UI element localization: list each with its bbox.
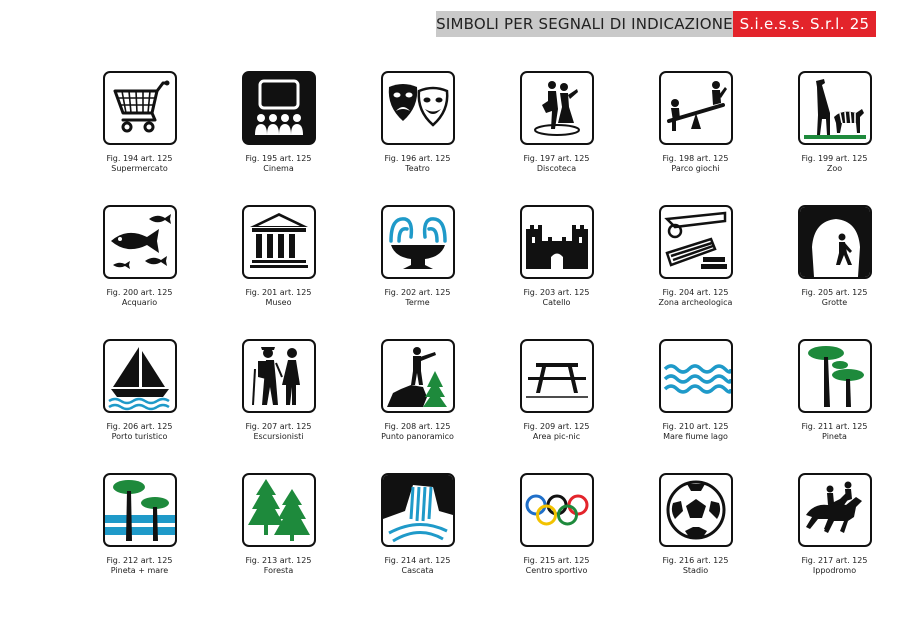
symbol-card xyxy=(209,205,348,339)
pines-sea-icon xyxy=(103,473,177,547)
symbol-name: Pineta + mare xyxy=(110,566,169,575)
symbols-grid xyxy=(70,71,900,607)
theatre-masks-icon xyxy=(381,71,455,145)
symbol-name: Parco giochi xyxy=(671,164,720,173)
figure-number: Fig. 206 art. 125 xyxy=(106,422,173,431)
figure-number: Fig. 215 art. 125 xyxy=(523,556,590,565)
symbol-card xyxy=(70,71,209,205)
symbol-name: Terme xyxy=(405,298,430,307)
symbol-name: Museo xyxy=(265,298,292,307)
figure-number: Fig. 214 art. 125 xyxy=(384,556,451,565)
symbol-name: Ippodromo xyxy=(812,566,857,575)
symbol-card xyxy=(487,71,626,205)
symbol-card xyxy=(209,339,348,473)
hikers-icon xyxy=(242,339,316,413)
figure-number: Fig. 194 art. 125 xyxy=(106,154,173,163)
sailboat-icon xyxy=(103,339,177,413)
symbol-name: Stadio xyxy=(682,566,709,575)
soccer-ball-icon xyxy=(659,473,733,547)
ruins-icon xyxy=(659,205,733,279)
symbol-card xyxy=(487,473,626,607)
waterfall-icon xyxy=(381,473,455,547)
symbol-name: Supermercato xyxy=(111,164,168,173)
symbol-card xyxy=(487,205,626,339)
symbol-card xyxy=(348,205,487,339)
symbol-name: Cinema xyxy=(263,164,294,173)
symbol-name: Punto panoramico xyxy=(381,432,454,441)
symbol-card xyxy=(626,473,765,607)
symbol-card xyxy=(348,339,487,473)
figure-number: Fig. 210 art. 125 xyxy=(662,422,729,431)
museum-icon xyxy=(242,205,316,279)
figure-number: Fig. 200 art. 125 xyxy=(106,288,173,297)
symbol-card xyxy=(626,339,765,473)
symbol-card xyxy=(348,71,487,205)
cinema-icon xyxy=(242,71,316,145)
figure-number: Fig. 217 art. 125 xyxy=(801,556,868,565)
viewpoint-icon xyxy=(381,339,455,413)
symbol-name: Mare fiume lago xyxy=(663,432,728,441)
figure-number: Fig. 197 art. 125 xyxy=(523,154,590,163)
symbol-card xyxy=(765,205,900,339)
figure-number: Fig. 209 art. 125 xyxy=(523,422,590,431)
figure-number: Fig. 203 art. 125 xyxy=(523,288,590,297)
symbol-name: Escursionisti xyxy=(253,432,304,441)
figure-number: Fig. 207 art. 125 xyxy=(245,422,312,431)
symbol-name: Teatro xyxy=(405,164,430,173)
symbol-name: Pineta xyxy=(822,432,847,441)
symbol-name: Grotte xyxy=(821,298,848,307)
symbol-card xyxy=(70,205,209,339)
symbol-card xyxy=(209,473,348,607)
fountain-icon xyxy=(381,205,455,279)
symbol-name: Area pic-nic xyxy=(532,432,581,441)
symbol-name: Acquario xyxy=(121,298,158,307)
figure-number: Fig. 196 art. 125 xyxy=(384,154,451,163)
castle-icon xyxy=(520,205,594,279)
symbol-card xyxy=(209,71,348,205)
shopping-cart-icon xyxy=(103,71,177,145)
symbol-card xyxy=(765,473,900,607)
symbol-card xyxy=(765,339,900,473)
horse-racing-icon xyxy=(798,473,872,547)
waves-icon xyxy=(659,339,733,413)
picnic-table-icon xyxy=(520,339,594,413)
dancing-couple-icon xyxy=(520,71,594,145)
figure-number: Fig. 195 art. 125 xyxy=(245,154,312,163)
figure-number: Fig. 212 art. 125 xyxy=(106,556,173,565)
cave-icon xyxy=(798,205,872,279)
symbol-card xyxy=(487,339,626,473)
symbol-name: Zoo xyxy=(826,164,843,173)
symbol-card xyxy=(70,339,209,473)
figure-number: Fig. 216 art. 125 xyxy=(662,556,729,565)
symbol-card xyxy=(348,473,487,607)
symbol-name: Zona archeologica xyxy=(658,298,733,307)
header-brand: S.i.e.s.s. S.r.l. 25 xyxy=(733,11,876,37)
figure-number: Fig. 205 art. 125 xyxy=(801,288,868,297)
giraffe-zebra-icon xyxy=(798,71,872,145)
figure-number: Fig. 204 art. 125 xyxy=(662,288,729,297)
symbol-name: Discoteca xyxy=(536,164,577,173)
fish-icon xyxy=(103,205,177,279)
header-title: SIMBOLI PER SEGNALI DI INDICAZIONE xyxy=(436,11,733,37)
figure-number: Fig. 211 art. 125 xyxy=(801,422,868,431)
symbol-name: Centro sportivo xyxy=(525,566,588,575)
symbol-card xyxy=(70,473,209,607)
symbol-name: Porto turistico xyxy=(111,432,168,441)
symbol-card xyxy=(765,71,900,205)
pine-trees-icon xyxy=(798,339,872,413)
symbol-card xyxy=(626,205,765,339)
figure-number: Fig. 201 art. 125 xyxy=(245,288,312,297)
forest-icon xyxy=(242,473,316,547)
seesaw-icon xyxy=(659,71,733,145)
symbol-card xyxy=(626,71,765,205)
figure-number: Fig. 199 art. 125 xyxy=(801,154,868,163)
figure-number: Fig. 213 art. 125 xyxy=(245,556,312,565)
figure-number: Fig. 198 art. 125 xyxy=(662,154,729,163)
figure-number: Fig. 202 art. 125 xyxy=(384,288,451,297)
page-header xyxy=(436,11,876,37)
symbol-name: Foresta xyxy=(263,566,294,575)
symbol-name: Cascata xyxy=(401,566,434,575)
symbol-name: Catello xyxy=(542,298,571,307)
figure-number: Fig. 208 art. 125 xyxy=(384,422,451,431)
olympic-rings-icon xyxy=(520,473,594,547)
